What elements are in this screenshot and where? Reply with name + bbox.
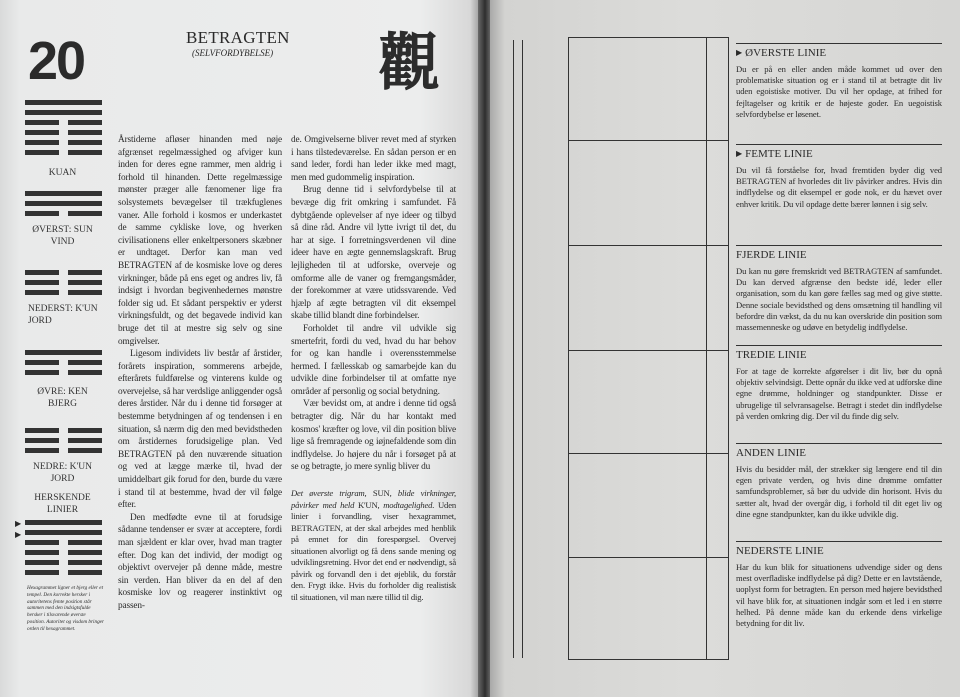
trigram-label-upper: ØVERST: SUN VIND <box>32 225 93 247</box>
page-subtitle: (SELVFORDYBELSE) <box>192 48 274 58</box>
chinese-character: 觀 <box>378 26 441 99</box>
divider <box>513 40 514 658</box>
trigram-ken-icon <box>25 350 102 380</box>
line-section-fifth: ▶ FEMTE LINIE Du vil få forståelse for, hvad fremtiden byder dig ved BETRAGTEN af hvorledes dit liv påvirker andres. Hvis din indflydelse og dit eksempel er gode nok, er du hævet over enhver kritik. Du vil opdage dette bærer lønnen i sig selv. <box>736 144 942 245</box>
line-section-top: ▶ ØVERSTE LINIE Du er på en eller anden måde kommet ud over den problematiske situation og er i stand til at betragte dit liv uden egoistiske motiver. Du vil her opdage, at frihed for fejltagelser og kritik er de højeste goder. En uegoistisk selvfordybelse er løsenet. <box>736 43 942 144</box>
line-section-bottom: NEDERSTE LINIE Har du kun blik for situationens udvendige sider og dens mest overfladiske indflydelse på dig? Dette er en lavtstående, uoplyst form for betragten. En person med højere bevidsthed vil have blik for, at situationen indgår som et led i en større helhed. På denne måde kan du erkende dens virkelige betydning for dit liv. <box>736 541 942 633</box>
hexagram-caption: Hexagrammet ligner et bjerg eller et tempel. Den korrekte hersker i autoritetens femte position står sammen med den indsigtsfulde hersker i tilsvarende øverste position. Autoritet og visdom bringer orden til hexagrammet. <box>27 585 104 632</box>
triangle-right-icon: ▶ <box>15 530 22 539</box>
divider <box>568 245 729 246</box>
triangle-right-icon: ▶ <box>15 519 22 528</box>
line-section-second: ANDEN LINIE Hvis du besidder mål, der strækker sig længere end til din egen private verden, og hvis dine drømme omfatter samfundsproblemer, så bør du udvide din horisont. Hvis du sætter alt, hvad der overgår dig, i forhold til dit eget liv og dine egne standpunkter, kan du ikke udvikle dig. <box>736 443 942 541</box>
divider <box>522 40 523 658</box>
triangle-right-icon: ▶ <box>736 149 743 158</box>
divider <box>568 453 729 454</box>
page-title: BETRAGTEN <box>186 28 290 47</box>
divider <box>568 350 729 351</box>
ruling-lines-label: HERSKENDE LINIER <box>34 493 91 515</box>
trigram-kun-icon <box>25 270 102 300</box>
line-section-fourth: FJERDE LINIE Du kan nu gøre fremskridt ved BETRAGTEN af samfundet. Du kan derved afgrænse den bedste idé, leder eller organisation, som du kan gøre fælles sag med og give støtte. Denne sociale bevidsthed og dens omsætning til handling vil befordre din vækst, da du nu kan overskride din position som massemenneske og udøve en betydelig indflydelse. <box>736 245 942 345</box>
line-section-third: TREDIE LINIE For at tage de korrekte afgørelser i dit liv, bør du opnå objektiv selvindsigt. Dette opnår du ikke ved at udforske dine egne drømme, holdninger og standpunkter. Disse er ubrugelige til selvransagelse. Betragt i stedet din indflydelse på verden omkring dig. Der vil du finde dig selv. <box>736 345 942 443</box>
triangle-right-icon: ▶ <box>736 48 743 57</box>
divider <box>568 557 729 558</box>
text-column-2: de. Omgivelserne bliver revet med af styrken i hans tilstedeværelse. En sådan person er en sand leder, fordi han leder ikke med magt, men med gudommelig inspiration. Brug denne tid i selvfordybelse til at bevæge dig frit omkring i samfundet. Få dybtgående oplevelser af nye ideer og tilbyd så dine råd. Andre vil lytte ivrigt til det, du har at sige. I forretningsverdenen vil dine ideer have en ægte gennemslagskraft. Brug lejligheden til at udforske, overveje og omforme alle de vaner og fremgangsmåder, der forekommer at være utidssvarende. Ved hjælp af ægte betragten vil dit eksempel skabe tillid blandt dine forbindelser. Forholdet til andre vil udvikle sig smertefrit, fordi du ved, hvad du har behov for og kan handle i overensstemmelse hermed. I fællesskab og samarbejde kan du udvikle dine forbindelser til at omfatte nye områder af personlig og social betydning. Vær bevidst om, at andre i denne tid også betragter dig. Når du har kontakt med kosmos' kræfter og love, vil din position blive lige så fremragende og iøjnefaldende som din indflydelse. Jo højere du når i forsøget på at se og betragte, jo mere synlig bliver du Det øverste trigram, SUN, blide virkninger, påvirker med held K'UN, modtagelighed. Uden linier i forvandling, viser hexagrammet, BETRAGTEN, at der skal arbejdes med henblik på emnet for din forespørgsel. Overvej situationen alvorligt og få dens sande mening og udviklingsretning. Hvor det end er nødvendigt, så påvirk og forvandl den i det øjeblik, du forstår den. Frygt ikke. Hvis du forholder dig realistisk til situationen, vil man nære tillid til dig. <box>291 135 457 602</box>
divider <box>706 37 707 660</box>
text-column-1: Årstiderne afløser hinanden med nøje afgrænset regelmæssighed og afviger kun inden for deres egne rammer, men aldrig i forhold til hinanden. Dette regelmæssige mønster præger alle fænomener lige fra solsystemets bevægelser til trækfuglenes vaner. Alle forhold i kosmos er underkastet de samme cykliske love, og hverken civilisationens eller enkeltpersoners skæbner er undtaget. Derfor kan man ved BETRAGTEN af de kosmiske love og deres virkninger, både på ens eget og andres liv, få indsigt i hvordan begivenhedernes mønstre folder sig ud. Et sådant perspektiv er yderst virkningsfuldt, og det begavede individ kan bruge det til at mestre sig selv og sine omgivelser. Ligesom individets liv består af årstider, forårets inspiration, sommerens arbejde, efterårets fuldførelse og vinterens kulde og overvejelse, så har verdslige anliggender også deres årstider. Når du i denne tid forsøger at bestemme betydningen af og tendensen i en situation, så nærm dig den med bevidstheden om årstidernes forudsigelige plan. Ved BETRAGTEN på den nuværende situation og ved at lægge mærke til, hvad der umiddelbart gik forud for den, burde du være i stand til at bestemme, hvad der vil følge efter. Den medfødte evne til at forudsige sådanne tendenser er svær at acceptere, fordi man sjældent er klar over, hvad man tragter efter. Dog kan det individ, der modigt og objektivt overvejer på denne måde, mestre sin verden. Han bliver da en del af den kosmiske lov og reagerer instinktivt og passen- <box>118 135 282 611</box>
hexagram-kuan-icon <box>25 100 102 160</box>
line-sections <box>736 43 942 633</box>
hexagram-number: 20 <box>28 31 85 91</box>
trigram-label-nuclear-upper: ØVRE: KEN BJERG <box>37 387 88 409</box>
trigram-label-nuclear-lower: NEDRE: K'UN JORD <box>33 462 92 484</box>
hexagram-name: KUAN <box>48 168 77 178</box>
trigram-label-lower: NEDERST: K'UN JORD <box>28 304 98 326</box>
trigram-kun-nuclear-icon <box>25 428 102 458</box>
trigram-note: Det øverste trigram, SUN, blide virkninger, påvirker med held K'UN, modtagelighed. Uden linier i forvandling, viser hexagrammet, BETRAGTEN, at der skal arbejdes med henblik på emnet for din forespørgsel. Overvej situationen alvorligt og få dens sande mening og udviklingsretning. Hvor det end er nødvendigt, så påvirk og forvandl den i det øjeblik, du forstår den. Frygt ikke. Hvis du forholder dig realistisk til situationen, vil man nære tillid til dig. <box>291 488 457 602</box>
trigram-sun-icon <box>25 191 102 221</box>
hexagram-ruling-lines-icon <box>25 520 102 580</box>
divider <box>568 140 729 141</box>
line-drawing-grid <box>568 37 729 660</box>
